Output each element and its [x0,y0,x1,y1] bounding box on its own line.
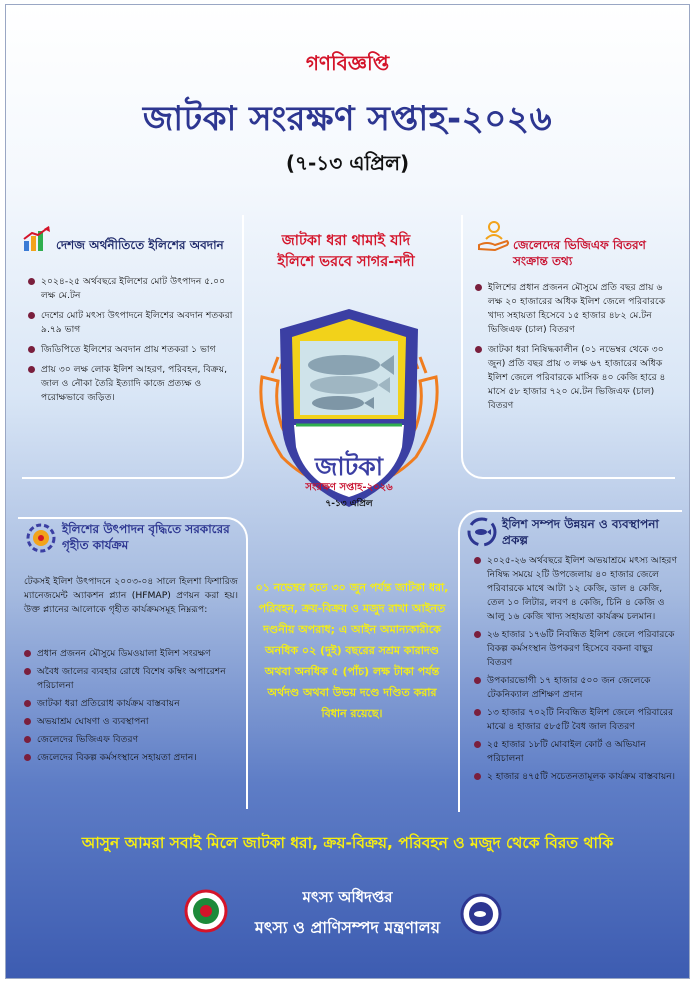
programs-intro: টেকসই ইলিশ উৎপাদনে ২০০৩-০৪ সালে হিলশা ফিশারিজ ম্যানেজমেন্ট অ্যাকশন প্ল্যান (HFMAP) প্রণয়ন করা হয়। উক্ত প্ল্যানের আলোকে গৃহীত কার্যক্রমসমূহ নিম্নরূপ: [24,576,238,615]
programs-title: ইলিশের উৎপাদন বৃদ্ধিতে সরকারের গৃহীত কার্যক্রম [62,522,230,552]
economy-panel [22,215,244,479]
list-item: ইলিশের প্রধান প্রজনন মৌসুমে প্রতি বছর প্রায় ৬ লক্ষ ২০ হাজারের অধিক ইলিশ জেলে পরিবারকে খাদ্য সহায়তা হিসেবে ১৫ হাজার ৪৮২ মে.টন ভিজিএফ (চাল) বিতরণ [473,281,669,337]
list-item: জেলেদের ভিজিএফ বিতরণ [22,733,240,747]
list-item: জাটকা ধরা প্রতিরোধ কার্যক্রম বাস্তবায়ন [22,697,240,711]
vgf-title: জেলেদের ভিজিএফ বিতরণ সংক্রান্ত তথ্য [513,238,646,268]
list-item: উপকারভোগী ১৭ হাজার ৫০০ জন জেলেকে টেকনিক্যাল প্রশিক্ষণ প্রদান [472,674,678,702]
vgf-panel [461,215,675,479]
vgf-list [473,281,669,419]
badge-text [252,453,446,513]
economy-title: দেশজ অর্থনীতিতে ইলিশের অবদান [56,238,224,252]
ministry-name: মৎস্য ও প্রাণিসম্পদ মন্ত্রণালয় [254,918,441,937]
list-item: ২৫ হাজার ১৮টি মোবাইল কোর্ট ও অভিযান পরিচালনা [472,738,678,766]
list-item: ২৬ হাজার ১৭৬টি নিবন্ধিত ইলিশ জেলে পরিবারকে বিকল্প কর্মসংস্থান উপকরণ হিসেবে বকনা বাছুর বিতরণ [472,628,678,670]
date-range: (৭-১৩ এপ্রিল) [285,151,410,175]
list-item: প্রায় ৩০ লক্ষ লোক ইলিশ আহরণ, পরিবহন, বিক্রয়, জাল ও নৌকা তৈরি ইত্যাদি কাজে প্রত্যক্ষ ও পরোক্ষভাবে জড়িত। [26,363,236,405]
growth-chart-icon [22,225,52,253]
notice-heading: গণবিজ্ঞপ্তি [305,51,390,75]
project-list [472,554,678,788]
slogan-line-1: জাটকা ধরা থামাই যদি [281,233,411,249]
badge-title: জাটকা [315,452,383,481]
programs-list [22,647,240,769]
list-item: জাটকা ধরা নিষিদ্ধকালীন (০১ নভেম্বর থেকে ৩০ জুন) প্রতি বছর প্রায় ৩ লক্ষ ৬৭ হাজারের অধিক ইলিশ জেলে পরিবারকে মাসিক ৪০ কেজি হারে ৪ মাসে ৫৮ হাজার ৭২০ মে.টন ভিজিএফ (চাল) বিতরণ [473,343,669,413]
list-item: ১৩ হাজার ৭০২টি নিবন্ধিত ইলিশ জেলে পরিবারের মাঝে ৪ হাজার ৫৮৫টি বৈধ জাল বিতরণ [472,706,678,734]
fisheries-logo-icon [460,893,502,935]
list-item: প্রধান প্রজনন মৌসুমে ডিমওয়ালা ইলিশ সংরক্ষণ [22,647,240,661]
badge-dates: ৭-১৩ এপ্রিল [325,499,373,509]
list-item: ২ হাজার ৪৭৫টি সচেতনতামূলক কার্যক্রম বাস্তবায়ন। [472,770,678,784]
fish-cycle-icon [466,516,498,548]
economy-list [26,275,236,411]
badge-subtitle: সংরক্ষণ সপ্তাহ-২০২৬ [305,482,393,493]
department-name: মৎস্য অধিদপ্তর [302,888,393,906]
list-item: ২০২৪-২৫ অর্থবছরে ইলিশের মোট উৎপাদন ৫.০০ লক্ষ মে.টন [26,275,236,303]
call-to-action: আসুন আমরা সবাই মিলে জাটকা ধরা, ক্রয়-বিক্রয়, পরিবহন ও মজুদ থেকে বিরত থাকি [81,834,614,852]
list-item: দেশের মোট মৎস্য উৎপাদনে ইলিশের অবদান শতকরা ৯.৭৯ ভাগ [26,309,236,337]
list-item: জিডিপিতে ইলিশের অবদান প্রায় শতকরা ১ ভাগ [26,343,236,357]
slogan [231,231,461,273]
list-item: অবৈধ জালের ব্যবহার রোধে বিশেষ কম্বিং অপারেশন পরিচালনা [22,665,240,693]
list-item: ২০২৫-২৬ অর্থবছরে ইলিশ অভয়াশ্রমে মৎস্য আহরণ নিষিদ্ধ সময়ে ২টি উপজেলায় ৪০ হাজার জেলে পরিবারকে মাথে আটা ১২ কেজি, ডাল ৪ কেজি, তেল ১০ লিটার, লবণ ৪ কেজি, চিনি ৪ কেজি ও আলু ১৬ কেজি খাদ্য সহায়তা কার্যক্রম চলমান। [472,554,678,624]
list-item: অভয়াশ্রম ঘোষণা ও ব্যবস্থাপনা [22,715,240,729]
project-panel [458,510,682,812]
target-gear-icon [24,521,58,555]
poster [5,4,690,979]
project-title: ইলিশ সম্পদ উন্নয়ন ও ব্যবস্থাপনা প্রকল্প [502,517,659,547]
law-notice: ০১ নভেম্বর হতে ৩০ জুন পর্যন্ত জাটকা ধরা, পরিবহন, ক্রয়-বিক্রয় ও মজুদ রাখা আইনত দণ্ডনীয় অপরাধ; এ আইন অমান্যকারীকে অনধিক ০২ (দুই) বছরের সশ্রম কারাদণ্ড অথবা অনধিক ৫ (পাঁচ) লক্ষ টাকা পর্যন্ত অর্থদণ্ড অথবা উভয় দণ্ডে দণ্ডিত করার বিধান রয়েছে। [255,581,449,720]
page-title: জাটকা সংরক্ষণ সপ্তাহ-২০২৬ [142,99,553,139]
programs-panel [18,517,248,809]
helping-hand-icon [477,219,511,251]
slogan-line-2: ইলিশে ভরবে সাগর-নদী [277,254,415,270]
list-item: জেলেদের বিকল্প কর্মসংস্থানে সহায়তা প্রদান। [22,751,240,765]
